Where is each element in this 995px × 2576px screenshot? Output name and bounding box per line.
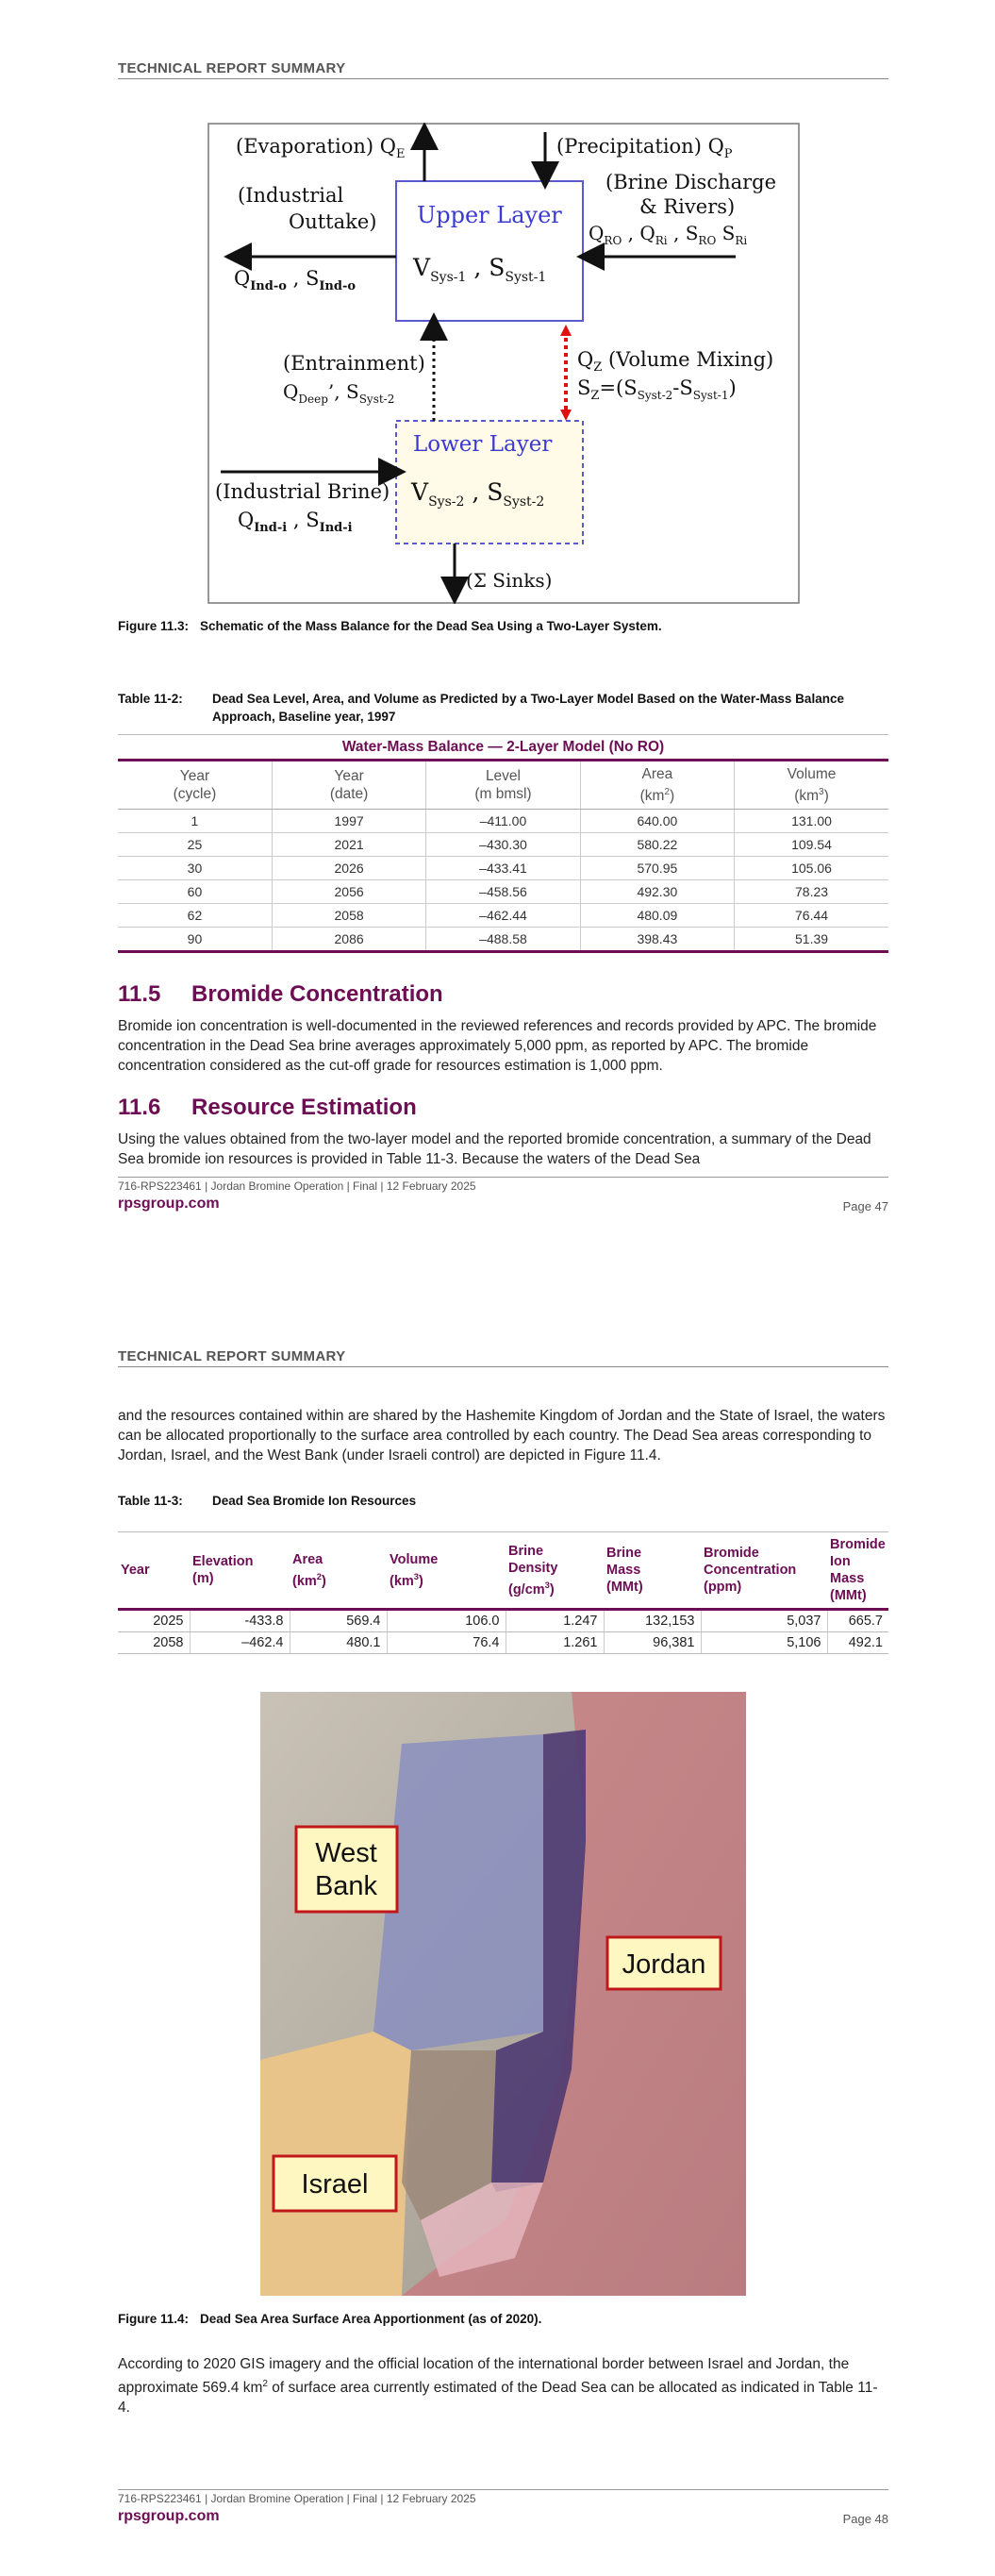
label-upper-volume: $V_{Sys-1}$ , $S_{Syst-1}$ [413, 254, 547, 285]
label-precipitation: (Precipitation) $Q_P$ [556, 135, 733, 161]
col-header: Level (m bmsl) [426, 761, 580, 810]
col-header: Volume $(km^3)$ [735, 761, 888, 810]
table-row: 62 2058 –462.44 480.09 76.44 [118, 904, 888, 928]
svg-text:West: West [315, 1838, 377, 1868]
table-header-row [118, 761, 888, 810]
col-header: Bromide Concentration (ppm) [701, 1532, 827, 1610]
col-header: Volume $(km^3)$ [387, 1532, 506, 1610]
label-industrial-outtake-1: (Industrial [238, 184, 344, 207]
label-brine-1: (Brine Discharge [605, 171, 777, 193]
table-row: 1 1997 –411.00 640.00 131.00 [118, 810, 888, 833]
table-row: 2058 –462.4 480.1 76.4 1.261 96,381 5,106 492.1 [118, 1632, 888, 1654]
col-header: Elevation (m) [190, 1532, 290, 1610]
footer-rule [118, 2489, 888, 2490]
page-header: TECHNICAL REPORT SUMMARY [118, 60, 888, 79]
svg-text:Jordan: Jordan [622, 1949, 706, 1980]
label-entrainment: (Entrainment) [283, 352, 425, 375]
label-jordan [607, 1937, 721, 1989]
label-west-bank [296, 1827, 397, 1912]
table-11-3-caption: Table 11-3: Dead Sea Bromide Ion Resources [118, 1494, 417, 1508]
col-header: Bromide Ion Mass (MMt) [827, 1532, 888, 1610]
col-header: Brine Mass (MMt) [604, 1532, 701, 1610]
figure-11-4-caption: Figure 11.4: Dead Sea Area Surface Area Apportionment (as of 2020). [118, 2312, 542, 2326]
label-industrial-brine: (Industrial Brine) [215, 480, 390, 503]
footer-meta: 716-RPS223461 | Jordan Bromine Operation | Final | 12 February 2025 [118, 2492, 476, 2505]
footer-page-number: Page 47 [842, 1199, 888, 1213]
label-evaporation: (Evaporation) $Q_E$ [236, 135, 406, 161]
label-israel [274, 2156, 396, 2211]
label-q-ind-o: $Q_{Ind-o}$ , $S_{Ind-o}$ [234, 267, 357, 293]
footer-site-link[interactable]: rpsgroup.com [118, 1196, 220, 1212]
col-header: Brine Density $(g/cm^3)$ [506, 1532, 604, 1610]
page-header: TECHNICAL REPORT SUMMARY [118, 1348, 888, 1367]
table-row: 60 2056 –458.56 492.30 78.23 [118, 880, 888, 904]
col-header: Year [118, 1532, 190, 1610]
footer-rule [118, 1177, 888, 1178]
footer-page-number: Page 48 [842, 2512, 888, 2526]
table-11-3 [118, 1531, 888, 1654]
label-q-ind-i: $Q_{Ind-i}$ , $S_{Ind-i}$ [238, 509, 353, 535]
col-header: Area $(km^2)$ [290, 1532, 387, 1610]
svg-text:Bank: Bank [314, 1871, 378, 1901]
closing-paragraph: According to 2020 GIS imagery and the official location of the international border between Israel and Jordan, the approximate 569.4 $km^2$ of surface area currently estimated of the Dead Sea can be allocated as indicated in Table 11-4. [118, 2356, 878, 2417]
label-lower-volume: $V_{Sys-2}$ , $S_{Syst-2}$ [411, 478, 545, 510]
col-header: Area $(km^2)$ [580, 761, 734, 810]
svg-text:Israel: Israel [301, 2169, 369, 2200]
label-qz: $Q_Z$ (Volume Mixing) [577, 348, 774, 375]
table-row: 90 2086 –488.58 398.43 51.39 [118, 928, 888, 952]
col-header: Year (cycle) [118, 761, 272, 810]
col-header: Year (date) [272, 761, 425, 810]
section-11-6-heading: 11.6 Resource Estimation [118, 1095, 417, 1120]
table-11-2 [118, 734, 888, 953]
page-48 [0, 1288, 995, 2576]
section-11-5-text: Bromide ion concentration is well-documented in the reviewed references and records provided by APC. The bromide concentration in the Dead Sea brine averages approximately 5,000 ppm, as reported by APC. The bromide concentration considered as the cut-off grade for resources estimation is 1,000 ppm. [118, 1018, 877, 1074]
label-lower-layer: Lower Layer [413, 432, 553, 457]
table-row: 30 2026 –433.41 570.95 105.06 [118, 857, 888, 880]
label-brine-2: & Rivers) [639, 195, 736, 218]
table-header-row [118, 1532, 888, 1610]
label-industrial-outtake-2: Outtake) [289, 210, 377, 233]
footer-meta: 716-RPS223461 | Jordan Bromine Operation | Final | 12 February 2025 [118, 1179, 476, 1193]
west-bank-area [373, 1734, 543, 2050]
table-banner: Water-Mass Balance — 2-Layer Model (No RO) [118, 735, 888, 761]
intro-paragraph: and the resources contained within are shared by the Hashemite Kingdom of Jordan and the State of Israel, the waters can be allocated proportionally to the surface area controlled by each country. The Dead Sea areas corresponding to Jordan, Israel, and the West Bank (under Israeli control) are depicted in Figure 11.4. [118, 1408, 886, 1464]
label-sz: $S_Z=(S_{Syst-2}-S_{Syst-1})$ [577, 376, 737, 403]
table-11-2-caption: Table 11-2: Dead Sea Level, Area, and Volume as Predicted by a Two-Layer Model Based on the Water-Mass Balance Approach, Baseline year, 1997 [118, 692, 844, 724]
table-row: 25 2021 –430.30 580.22 109.54 [118, 833, 888, 857]
label-q-deep: $Q_{Deep}$’, $S_{Syst-2}$ [283, 380, 395, 406]
footer-site-link[interactable]: rpsgroup.com [118, 2508, 220, 2524]
section-11-6-text: Using the values obtained from the two-layer model and the reported bromide concentration, a summary of the Dead Sea bromide ion resources is provided in Table 11-3. Because the waters of the Dead Sea [118, 1131, 871, 1167]
label-q-ro: $Q_{RO}$ , $Q_{Ri}$ , $S_{RO}$ $S_{Ri}$ [589, 222, 748, 247]
two-layer-diagram [207, 123, 800, 604]
dead-sea-map [260, 1692, 746, 2296]
table-row: 2025 -433.8 569.4 106.0 1.247 132,153 5,037 665.7 [118, 1610, 888, 1632]
label-upper-layer: Upper Layer [417, 202, 562, 228]
section-11-5-heading: 11.5 Bromide Concentration [118, 981, 443, 1007]
label-sinks: (Σ Sinks) [466, 569, 553, 592]
figure-11-3-caption: Figure 11.3: Schematic of the Mass Balance for the Dead Sea Using a Two-Layer System. [118, 619, 662, 633]
